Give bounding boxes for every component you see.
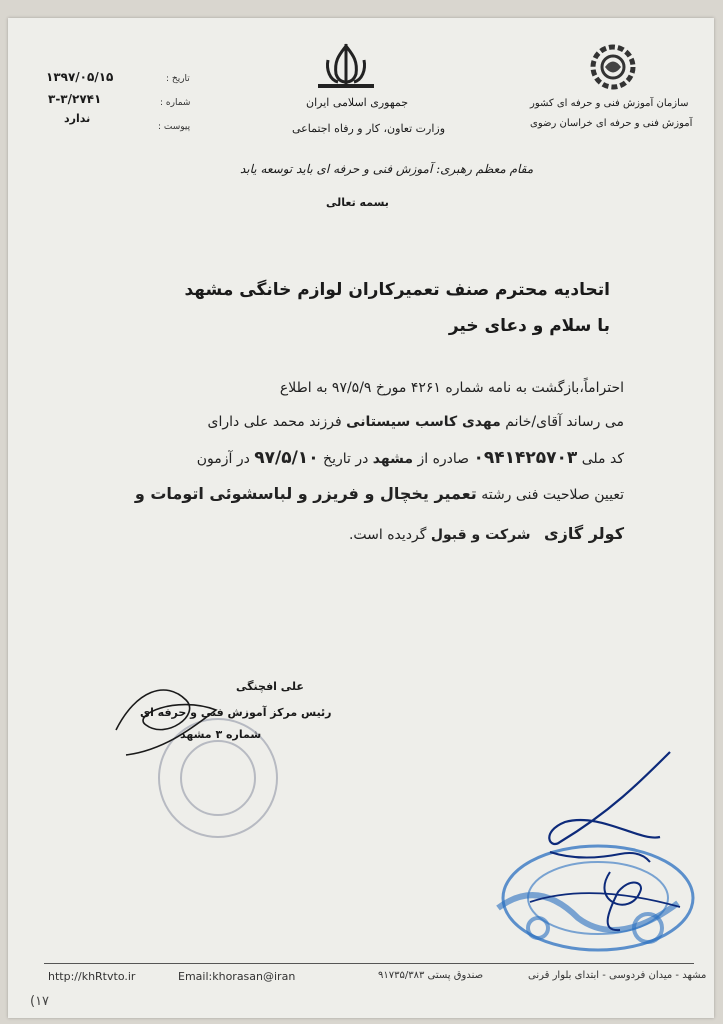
number-value: ۳-۳/۲۷۴۱ bbox=[48, 92, 102, 106]
date-label: تاریخ : bbox=[166, 74, 190, 84]
leader-motto: مقام معظم رهبری: آموزش فنی و حرفه ای باید توسعه یابد bbox=[240, 162, 534, 176]
result-text: شرکت و قبول bbox=[430, 527, 531, 543]
footer-email: Email:khorasan@iran bbox=[178, 970, 296, 983]
footer-website: http://khRtvto.ir bbox=[48, 970, 136, 983]
applicant-name: مهدی کاسب سیستانی bbox=[346, 414, 501, 430]
director-signature bbox=[490, 742, 710, 942]
body-line-3 bbox=[104, 448, 624, 468]
date-value: ۱۳۹۷/۰۵/۱۵ bbox=[46, 70, 114, 84]
recipient-line: اتحادیه محترم صنف تعمیرکاران لوازم خانگی مشهد bbox=[184, 280, 610, 300]
body-text: کد ملی bbox=[577, 451, 624, 467]
bismillah: بسمه تعالی bbox=[326, 196, 389, 209]
page-mark: (۱۷ bbox=[30, 994, 50, 1009]
body-line-2 bbox=[104, 414, 624, 430]
national-id: ۰۹۴۱۴۲۵۷۰۳ bbox=[473, 448, 578, 468]
body-text: فرزند محمد علی دارای bbox=[207, 414, 347, 430]
signatory-name: علی افچنگی bbox=[236, 680, 304, 693]
signatory-title: رئیس مرکز آموزش فنی و حرفه ای bbox=[140, 706, 332, 719]
skill-field: تعمیر یخچال و فریزر و لباسشوئی اتومات و bbox=[134, 484, 477, 503]
tvto-logo-icon bbox=[590, 44, 636, 90]
footer-pobox: صندوق پستی ۹۱۷۳۵/۳۸۳ bbox=[378, 970, 484, 981]
body-line-4 bbox=[104, 484, 624, 503]
body-text: صادره از bbox=[413, 451, 474, 467]
body-text: می رساند آقای/خانم bbox=[500, 414, 624, 430]
issue-city: مشهد bbox=[372, 451, 414, 467]
attachment-value: ندارد bbox=[64, 112, 91, 125]
signature-scribble bbox=[106, 670, 236, 764]
republic-title: جمهوری اسلامی ایران bbox=[306, 96, 409, 109]
iran-emblem-icon bbox=[318, 40, 374, 92]
body-line-5 bbox=[104, 524, 624, 543]
footer-divider bbox=[44, 963, 694, 964]
attachment-label: پیوست : bbox=[158, 122, 191, 132]
body-text: در آزمون bbox=[196, 451, 255, 467]
greeting-line: با سلام و دعای خیر bbox=[448, 316, 610, 336]
exam-date: ۹۷/۵/۱۰ bbox=[254, 448, 319, 468]
body-line-1 bbox=[104, 380, 624, 396]
body-text: تعیین صلاحیت فنی رشته bbox=[476, 487, 624, 503]
org-line-1: سازمان آموزش فنی و حرفه ای کشور bbox=[530, 98, 689, 109]
body-text: گردیده است. bbox=[348, 527, 431, 543]
org-line-2: آموزش فنی و حرفه ای خراسان رضوی bbox=[530, 118, 693, 129]
ministry-title: وزارت تعاون، کار و رفاه اجتماعی bbox=[292, 122, 446, 135]
footer-address: مشهد - میدان فردوسی - ابتدای بلوار قرنی bbox=[528, 970, 707, 981]
letter-sheet bbox=[8, 18, 714, 1018]
number-label: شماره : bbox=[160, 98, 191, 108]
body-text: احتراماً،بازگشت به نامه شماره ۴۲۶۱ مورخ ۹۷/۵/۹ به اطلاع bbox=[279, 380, 624, 396]
body-text: در تاریخ bbox=[318, 451, 373, 467]
signatory-unit: شماره ۳ مشهد bbox=[180, 728, 262, 741]
skill-field-cont: کولر گازی bbox=[543, 524, 624, 543]
